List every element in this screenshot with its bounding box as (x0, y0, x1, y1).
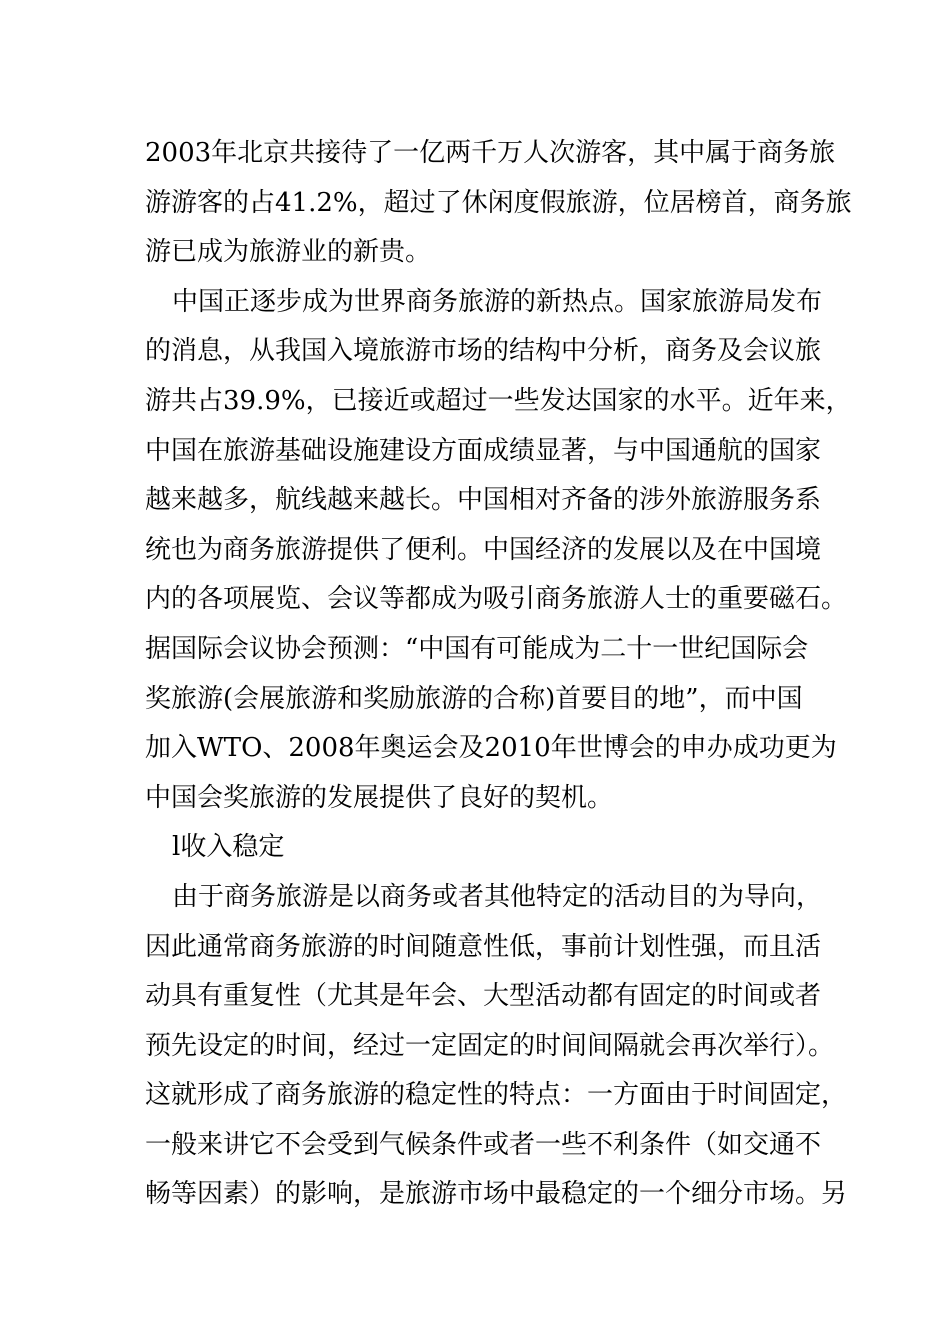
text-line: 内的各项展览、会议等都成为吸引商务旅游人士的重要磁石。 (145, 584, 848, 615)
text-line: 动具有重复性（尤其是年会、大型活动都有固定的时间或者 (145, 981, 822, 1012)
text-line: 这就形成了商务旅游的稳定性的特点：一方面由于时间固定， (145, 1080, 848, 1111)
text-line: 奖旅游(会展旅游和奖励旅游的合称)首要目的地”，而中国 (145, 683, 803, 714)
text-line: 2003年北京共接待了一亿两千万人次游客，其中属于商务旅 (145, 138, 836, 168)
text-line: 畅等因素）的影响，是旅游市场中最稳定的一个细分市场。另 (145, 1179, 848, 1210)
text-line: 游游客的占41.2%，超过了休闲度假旅游，位居榜首，商务旅 (145, 187, 852, 218)
text-line: 的消息，从我国入境旅游市场的结构中分析，商务及会议旅 (145, 336, 822, 367)
text-line: 中国会奖旅游的发展提供了良好的契机。 (145, 782, 614, 813)
text-line: 由于商务旅游是以商务或者其他特定的活动目的为导向， (172, 881, 823, 912)
text-line: 中国正逐步成为世界商务旅游的新热点。国家旅游局发布 (172, 286, 823, 317)
text-line: 统也为商务旅游提供了便利。中国经济的发展以及在中国境 (145, 534, 822, 565)
text-line: 据国际会议协会预测：“中国有可能成为二十一世纪国际会 (145, 633, 809, 664)
text-line: l收入稳定 (172, 832, 285, 863)
text-line: 越来越多，航线越来越长。中国相对齐备的涉外旅游服务系 (145, 485, 822, 516)
text-line: 加入WTO、2008年奥运会及2010年世博会的申办成功更为 (145, 733, 837, 764)
body-text (145, 129, 852, 1220)
text-line: 游已成为旅游业的新贵。 (145, 237, 432, 268)
text-line: 因此通常商务旅游的时间随意性低，事前计划性强，而且活 (145, 931, 822, 962)
text-line: 预先设定的时间，经过一定固定的时间间隔就会再次举行）。 (145, 1030, 835, 1061)
text-line: 中国在旅游基础设施建设方面成绩显著，与中国通航的国家 (145, 435, 822, 466)
text-line: 游共占39.9%，已接近或超过一些发达国家的水平。近年来， (145, 385, 852, 416)
text-line: 一般来讲它不会受到气候条件或者一些不利条件（如交通不 (145, 1129, 822, 1160)
